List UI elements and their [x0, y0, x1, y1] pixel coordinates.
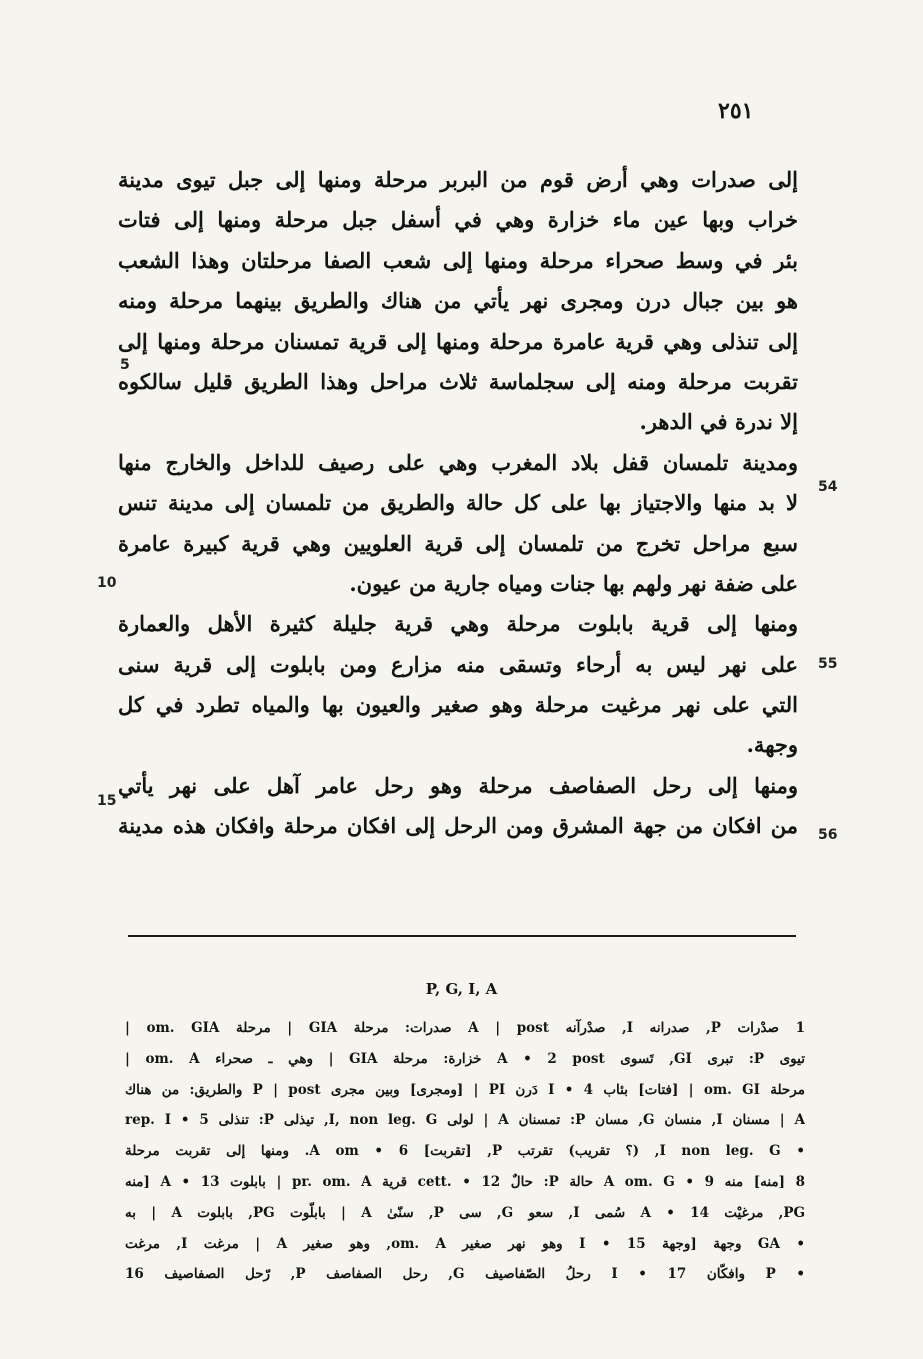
- apparatus-line: • GA وجهة [وجهة 15 • I وهو نهر صغير om. A, وهو صغير A | مرغت I, مرغت: [125, 1235, 805, 1252]
- section-number: 56: [818, 827, 838, 843]
- text-line: بئر في وسط صحراء مرحلة ومنها إلى شعب الصفا مرحلتان وهذا الشعب: [118, 247, 798, 273]
- manuscript-sigla: P, G, I, A: [425, 980, 498, 998]
- line-number: 10: [97, 575, 117, 591]
- text-line: سبع مراحل تخرج من تلمسان إلى قرية العلويين وهي قرية كبيرة عامرة: [118, 530, 798, 556]
- text-line: تقربت مرحلة ومنه إلى سجلماسة ثلاث مراحل وهذا الطريق قليل سالكوه: [118, 368, 798, 394]
- apparatus-line: 1 صدْرات P, صدرانه I, صدْرآنه A | post صدرات: مرحلة GIA | مرحلة om. GIA |: [125, 1020, 805, 1036]
- text-line: ومنها إلى قرية بابلوت مرحلة وهي قرية جليلة كثيرة الأهل والعمارة: [118, 611, 798, 637]
- section-number: 54: [818, 479, 838, 495]
- text-line: التي على نهر مرغيت مرحلة وهو صغير والعيون بها والمياه تطرد في كل: [118, 692, 798, 718]
- text-line: إلى تنذلى وهي قرية عامرة مرحلة ومنها إلى قرية تمسنان مرحلة ومنها إلى: [118, 328, 798, 354]
- text-line: إلى صدرات وهي أرض قوم من البربر مرحلة ومنها إلى جبل تيوى مدينة: [118, 167, 798, 192]
- text-line: من افكان من جهة المشرق ومن الرحل إلى افكان مرحلة وافكان هذه مدينة: [118, 813, 798, 839]
- apparatus-line: 8 [منه] منه A om. G • 9 حالة P: حالٌ cett. • 12 قرية pr. om. A | بابلوت A • 13 [منه: [125, 1173, 805, 1190]
- text-line: على ضفة نهر ولهم بها جنات ومياه جارية من عيون.: [349, 570, 798, 596]
- apparatus-line: مرحلة om. GI | [فتات] بئاب I • 4 دَرن PI | [ومجرى] وبين مجرى P | post والطريق: من هناك: [125, 1081, 805, 1098]
- text-line: وجهة.: [746, 732, 798, 758]
- text-line: خراب وبها عين ماء خزارة وهي في أسفل جبل مرحلة ومنها إلى فتات: [118, 207, 798, 233]
- critical-apparatus: [125, 1013, 805, 1290]
- footnote-divider: [128, 935, 796, 937]
- text-line: ومدينة تلمسان قفل بلاد المغرب وهي على رصيف للداخل والخارج منها: [118, 449, 798, 475]
- page-number: ٢٥١: [718, 98, 754, 124]
- text-line: ومنها إلى رحل الصفاصف مرحلة وهو رحل عامر آهل على نهر يأتي: [118, 772, 798, 798]
- line-number: 5: [120, 357, 130, 373]
- main-text: [118, 160, 798, 847]
- line-number: 15: [97, 793, 117, 809]
- apparatus-line: تيوى P: تبرى GI, تَسوى A • 2 post خزارة: مرحلة GIA | وهي ـ صحراء om. A |: [125, 1050, 805, 1067]
- text-line: إلا ندرة في الدهر.: [639, 409, 798, 435]
- section-number: 55: [818, 656, 838, 672]
- text-line: هو بين جبال درن ومجرى نهر يأتي من هناك والطريق بينهما مرحلة ومنه: [118, 288, 798, 314]
- apparatus-line: • I non leg. G, (؟ تقريب) تقرتب P, [تقربت] 6 • A om. ومنها إلى تقربت مرحلة: [125, 1143, 805, 1160]
- apparatus-line: PG, مرغيْت 14 • A سُمى I, سعو G, سى P, سنّىٰ A | بابلّوت PG, بابلوت A | به: [125, 1204, 805, 1221]
- apparatus-line: A | مسنان I, منسان G, مسان P: تمسنان A | لولى I, non leg. G, تيذلى P: تنذلى 5 • rep. I: [125, 1112, 805, 1129]
- text-line: لا بد منها والاجتياز بها على كل حالة والطريق من تلمسان إلى مدينة تنس: [118, 490, 798, 516]
- apparatus-line: • P وافكّان 17 • I رحلُ الصّفاصيف G, رحل الصفاصف P, رّحل الصفاصيف 16: [125, 1266, 805, 1283]
- text-line: على نهر ليس به أرحاء وتسقى منه مزارع ومن بابلوت إلى قرية سنى: [118, 651, 798, 677]
